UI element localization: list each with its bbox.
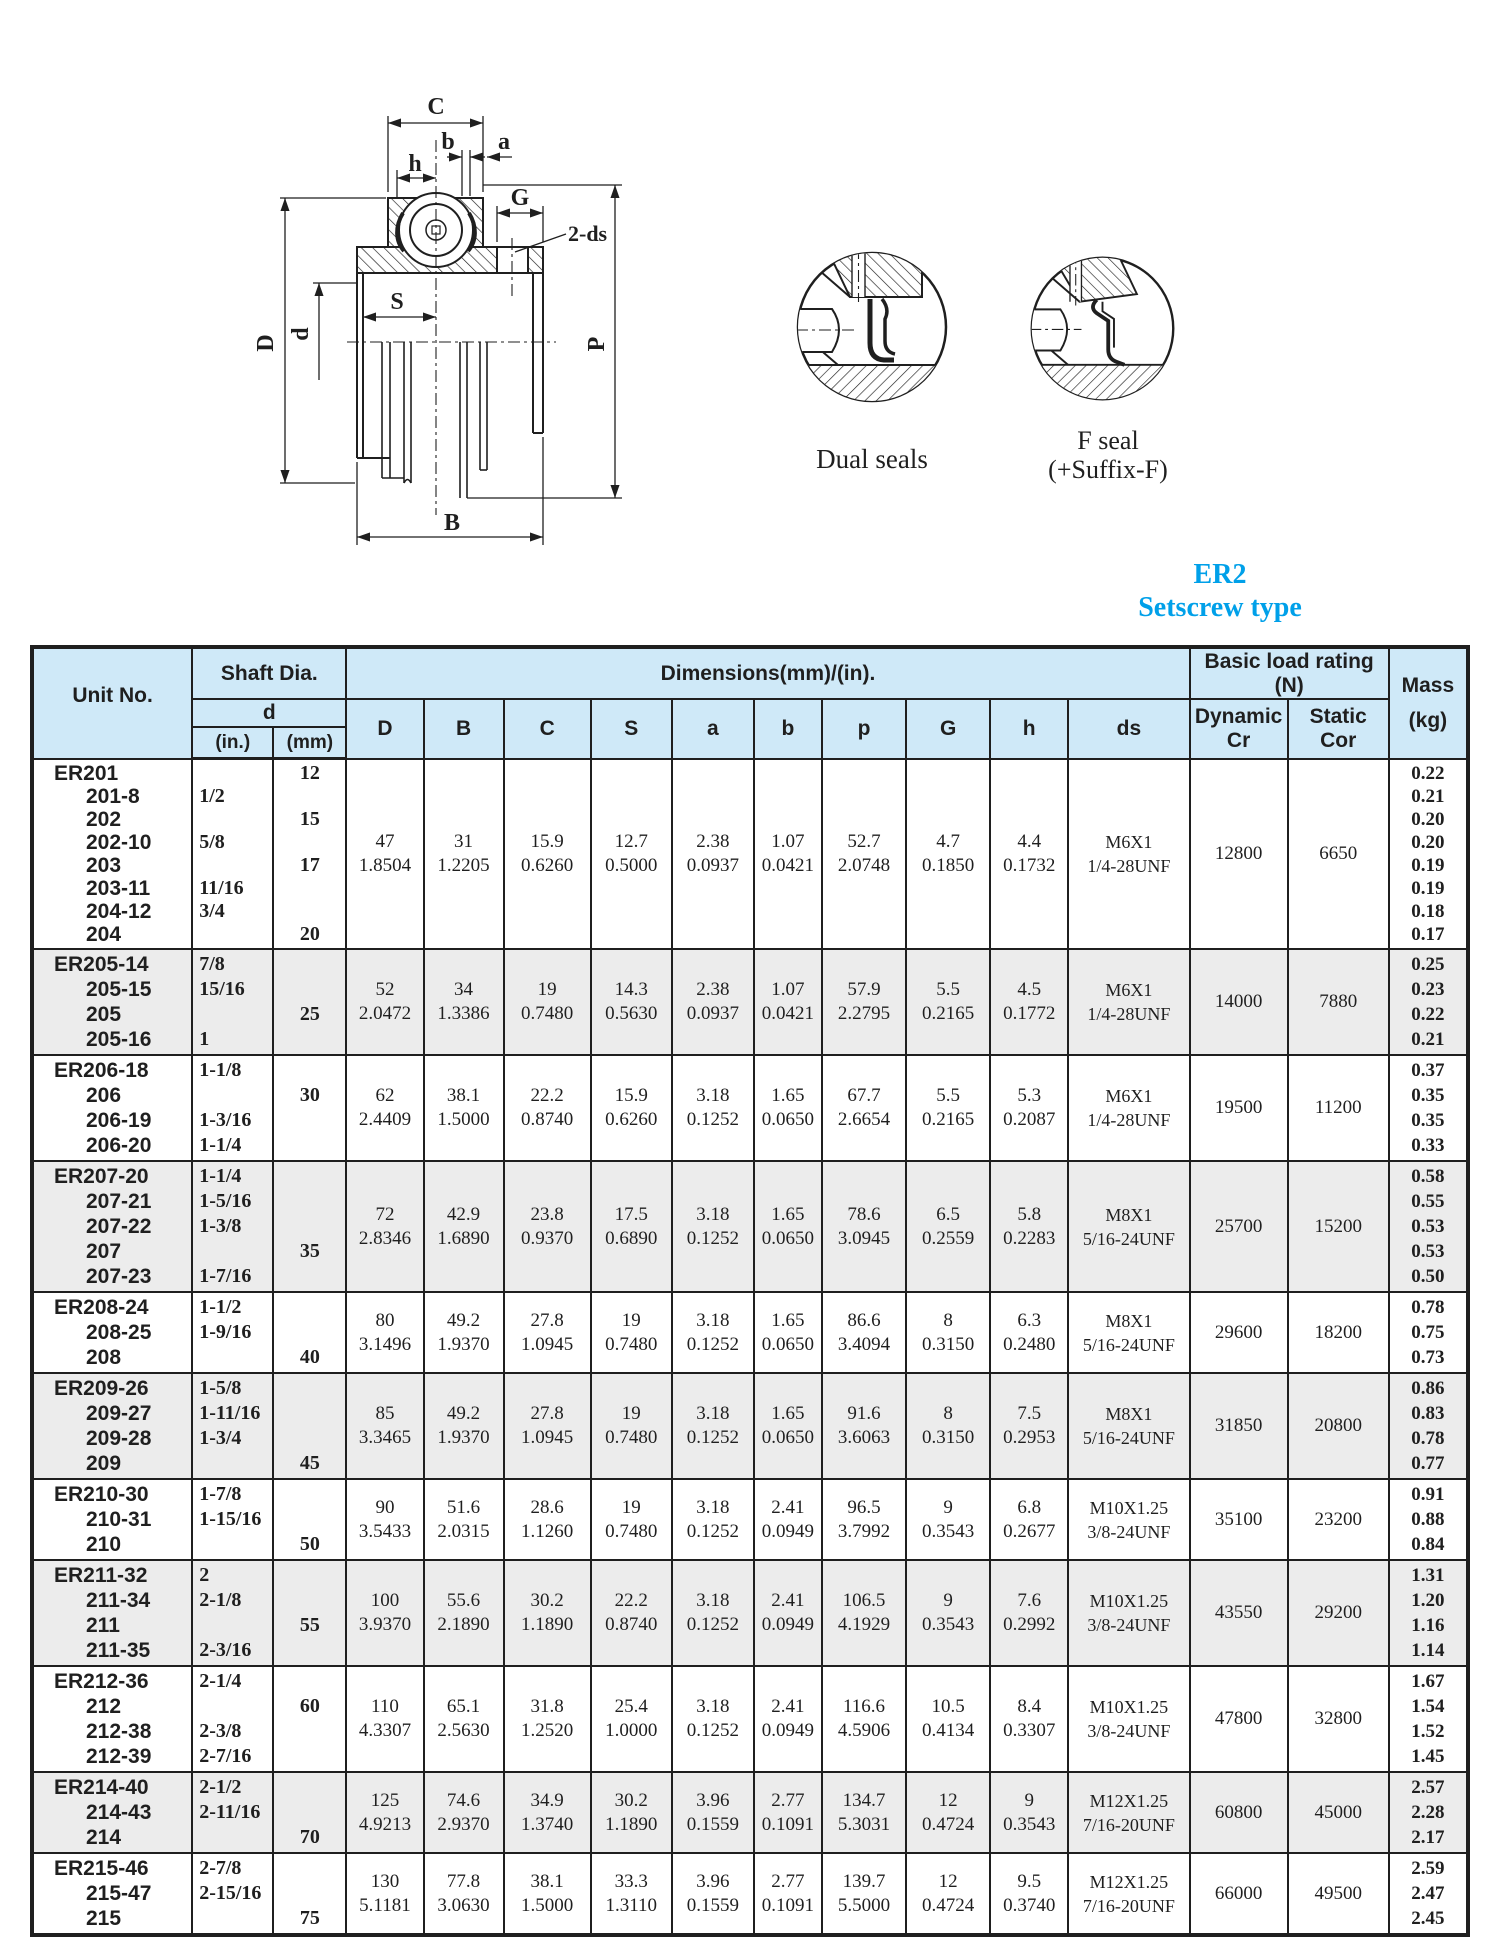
dim-label-a: a (498, 129, 510, 155)
static-cor-cell: 23200 (1288, 1479, 1389, 1560)
dim-label-h: h (408, 151, 422, 177)
dim-d-cell: 85 3.3465 (346, 1373, 423, 1479)
dim-a-cell: 3.96 0.1559 (672, 1772, 754, 1853)
dim-g-cell: 10.5 0.4134 (906, 1666, 990, 1772)
dim-ds-cell: M10X1.25 3/8-24UNF (1068, 1560, 1189, 1666)
dim-ds-cell: M10X1.25 3/8-24UNF (1068, 1479, 1189, 1560)
dynamic-cr-cell: 25700 (1190, 1161, 1288, 1292)
dim-c-cell: 23.8 0.9370 (504, 1161, 591, 1292)
dim-s-cell: 15.9 0.6260 (591, 1055, 672, 1161)
dim-g-cell: 4.7 0.1850 (906, 759, 990, 950)
unit-no-cell: ER207-20 207-21 207-22 207 207-23 (32, 1161, 192, 1292)
dim-h-cell: 9.5 0.3740 (990, 1853, 1068, 1935)
mass-value-cell: 0.37 0.35 0.35 0.33 (1389, 1055, 1468, 1161)
dim-d-cell: 62 2.4409 (346, 1055, 423, 1161)
dim-g-cell: 5.5 0.2165 (906, 949, 990, 1055)
row-group-er209-26 (32, 1373, 1468, 1479)
col-header-dim-B: B (424, 699, 504, 759)
dual-seals-caption: Dual seals (816, 444, 928, 474)
dim-g-cell: 9 0.3543 (906, 1479, 990, 1560)
col-header-mm: (mm) (273, 727, 346, 759)
dimension-labels (253, 94, 610, 536)
row-group-er208-24 (32, 1292, 1468, 1373)
dim-a-cell: 3.18 0.1252 (672, 1666, 754, 1772)
shaft-dia-mm-cell: 50 (273, 1479, 346, 1560)
dim-label-b: b (441, 129, 455, 155)
dim-s-cell: 25.4 1.0000 (591, 1666, 672, 1772)
shaft-dia-mm-cell: 45 (273, 1373, 346, 1479)
dim-a-cell: 3.96 0.1559 (672, 1853, 754, 1935)
row-group-er205-14 (32, 949, 1468, 1055)
shaft-dia-in-cell: 7/8 15/16 1 (192, 949, 273, 1055)
dim-b-cell: 2.41 0.0949 (754, 1479, 822, 1560)
static-cor-cell: 20800 (1288, 1373, 1389, 1479)
static-cor-cell: 49500 (1288, 1853, 1389, 1935)
dim-a-cell: 3.18 0.1252 (672, 1292, 754, 1373)
dim-p-cell: 96.5 3.7992 (822, 1479, 906, 1560)
static-cor-cell: 11200 (1288, 1055, 1389, 1161)
dim-h-cell: 9 0.3543 (990, 1772, 1068, 1853)
dim-c-cell: 30.2 1.1890 (504, 1560, 591, 1666)
dim-s-cell: 33.3 1.3110 (591, 1853, 672, 1935)
col-header-dim-C: C (504, 699, 591, 759)
dim-p-cell: 91.6 3.6063 (822, 1373, 906, 1479)
dim-b-cell: 1.65 0.0650 (754, 1161, 822, 1292)
shaft-dia-mm-cell: 55 (273, 1560, 346, 1666)
f-seal-detail-drawing (1026, 252, 1179, 405)
dim-d-cell: 110 4.3307 (346, 1666, 423, 1772)
dim-ds-cell: M6X1 1/4-28UNF (1068, 949, 1189, 1055)
shaft-dia-mm-cell: 70 (273, 1772, 346, 1853)
unit-no-cell: ER214-40 214-43 214 (32, 1772, 192, 1853)
dim-d-cell: 100 3.9370 (346, 1560, 423, 1666)
dim-d-cell: 52 2.0472 (346, 949, 423, 1055)
dynamic-cr-cell: 31850 (1190, 1373, 1288, 1479)
dim-p-cell: 106.5 4.1929 (822, 1560, 906, 1666)
dynamic-cr-cell: 14000 (1190, 949, 1288, 1055)
mass-value-cell: 0.58 0.55 0.53 0.53 0.50 (1389, 1161, 1468, 1292)
shaft-dia-in-cell: 1/2 5/8 11/16 3/4 (192, 759, 273, 950)
series-heading (1095, 558, 1345, 624)
dim-label-2ds: 2-ds (568, 221, 608, 246)
series-code: ER2 (1193, 559, 1247, 590)
dim-letter-row (32, 699, 1468, 727)
basic-load-rating-label: Basic load rating (1204, 650, 1374, 673)
shaft-dia-in-cell: 2 2-1/8 2-3/16 (192, 1560, 273, 1666)
dim-g-cell: 9 0.3543 (906, 1560, 990, 1666)
dim-d-cell: 47 1.8504 (346, 759, 423, 950)
dim-b-cell: 74.6 2.9370 (424, 1772, 504, 1853)
dim-b-cell: 1.07 0.0421 (754, 949, 822, 1055)
dim-h-cell: 7.5 0.2953 (990, 1373, 1068, 1479)
dynamic-sub-label: Cr (1226, 728, 1251, 752)
dim-p-cell: 52.7 2.0748 (822, 759, 906, 950)
col-header-dim-S: S (591, 699, 672, 759)
dimension-lines (280, 116, 622, 545)
dim-c-cell: 34.9 1.3740 (504, 1772, 591, 1853)
dim-b-cell: 55.6 2.1890 (424, 1560, 504, 1666)
col-header-dim-p: p (822, 699, 906, 759)
dim-ds-cell: M6X1 1/4-28UNF (1068, 1055, 1189, 1161)
dim-ds-cell: M12X1.25 7/16-20UNF (1068, 1772, 1189, 1853)
dim-b-cell: 49.2 1.9370 (424, 1292, 504, 1373)
dim-s-cell: 14.3 0.5630 (591, 949, 672, 1055)
dim-c-cell: 19 0.7480 (504, 949, 591, 1055)
row-group-er210-30 (32, 1479, 1468, 1560)
unit-no-cell: ER209-26 209-27 209-28 209 (32, 1373, 192, 1479)
row-group-er212-36 (32, 1666, 1468, 1772)
dim-c-cell: 15.9 0.6260 (504, 759, 591, 950)
shaft-dia-mm-cell: 40 (273, 1292, 346, 1373)
dim-a-cell: 2.38 0.0937 (672, 949, 754, 1055)
mass-value-cell: 0.86 0.83 0.78 0.77 (1389, 1373, 1468, 1479)
dim-b-cell: 31 1.2205 (424, 759, 504, 950)
shaft-dia-in-cell: 2-1/4 2-3/8 2-7/16 (192, 1666, 273, 1772)
col-header-dim-b: b (754, 699, 822, 759)
dynamic-cr-cell: 19500 (1190, 1055, 1288, 1161)
shaft-dia-mm-cell: 35 (273, 1161, 346, 1292)
dim-s-cell: 12.7 0.5000 (591, 759, 672, 950)
dim-b-cell: 2.77 0.1091 (754, 1772, 822, 1853)
bearing-cross-section-drawing (225, 55, 657, 567)
shaft-dia-mm-cell: 12 15 17 20 (273, 759, 346, 950)
static-cor-cell: 29200 (1288, 1560, 1389, 1666)
f-seal-caption-line1: F seal (1077, 426, 1139, 455)
row-group-er207-20 (32, 1161, 1468, 1292)
bearing-body (357, 193, 543, 498)
dim-a-cell: 3.18 0.1252 (672, 1161, 754, 1292)
dim-p-cell: 134.7 5.3031 (822, 1772, 906, 1853)
table-header (32, 647, 1468, 759)
static-cor-cell: 7880 (1288, 949, 1389, 1055)
col-header-mass (1389, 647, 1468, 759)
static-cor-cell: 6650 (1288, 759, 1389, 950)
dim-label-D: D (253, 334, 279, 352)
dynamic-cr-cell: 60800 (1190, 1772, 1288, 1853)
dim-g-cell: 8 0.3150 (906, 1292, 990, 1373)
dim-h-cell: 6.3 0.2480 (990, 1292, 1068, 1373)
dim-p-cell: 139.7 5.5000 (822, 1853, 906, 1935)
mass-unit: (kg) (1408, 709, 1448, 733)
dim-d-cell: 90 3.5433 (346, 1479, 423, 1560)
dim-a-cell: 2.38 0.0937 (672, 759, 754, 950)
shaft-dia-in-cell: 2-7/8 2-15/16 (192, 1853, 273, 1935)
dim-b-cell: 77.8 3.0630 (424, 1853, 504, 1935)
dim-b-cell: 2.41 0.0949 (754, 1560, 822, 1666)
dynamic-cr-cell: 35100 (1190, 1479, 1288, 1560)
dim-s-cell: 30.2 1.1890 (591, 1772, 672, 1853)
dim-label-S: S (390, 289, 404, 315)
dim-ds-cell: M12X1.25 7/16-20UNF (1068, 1853, 1189, 1935)
dynamic-cr-cell: 43550 (1190, 1560, 1288, 1666)
dim-g-cell: 5.5 0.2165 (906, 1055, 990, 1161)
dim-s-cell: 22.2 0.8740 (591, 1560, 672, 1666)
dim-d-cell: 72 2.8346 (346, 1161, 423, 1292)
static-label: Static (1309, 705, 1367, 729)
dim-p-cell: 57.9 2.2795 (822, 949, 906, 1055)
mass-label: Mass (1401, 673, 1455, 697)
dim-g-cell: 8 0.3150 (906, 1373, 990, 1479)
col-header-d: d (192, 699, 346, 727)
table-body (32, 759, 1468, 1936)
unit-no-cell: ER208-24 208-25 208 (32, 1292, 192, 1373)
dim-b-cell: 65.1 2.5630 (424, 1666, 504, 1772)
dim-b-cell: 1.65 0.0650 (754, 1373, 822, 1479)
col-header-in: (in.) (192, 727, 273, 759)
basic-load-rating-unit: (N) (1274, 673, 1304, 697)
dim-h-cell: 6.8 0.2677 (990, 1479, 1068, 1560)
unit-no-cell: ER211-32 211-34 211 211-35 (32, 1560, 192, 1666)
dim-s-cell: 17.5 0.6890 (591, 1161, 672, 1292)
mass-value-cell: 1.67 1.54 1.52 1.45 (1389, 1666, 1468, 1772)
shaft-dia-in-cell: 2-1/2 2-11/16 (192, 1772, 273, 1853)
dim-c-cell: 38.1 1.5000 (504, 1853, 591, 1935)
dynamic-cr-cell: 66000 (1190, 1853, 1288, 1935)
dim-s-cell: 19 0.7480 (591, 1292, 672, 1373)
shaft-dia-in-cell: 1-1/2 1-9/16 (192, 1292, 273, 1373)
dim-d-cell: 80 3.1496 (346, 1292, 423, 1373)
bearing-spec-table (30, 645, 1470, 1937)
dim-label-G: G (510, 185, 530, 211)
dim-c-cell: 31.8 1.2520 (504, 1666, 591, 1772)
mass-value-cell: 0.91 0.88 0.84 (1389, 1479, 1468, 1560)
shaft-dia-mm-cell: 30 (273, 1055, 346, 1161)
dim-h-cell: 8.4 0.3307 (990, 1666, 1068, 1772)
col-header-dynamic-cr (1190, 699, 1288, 759)
dim-s-cell: 19 0.7480 (591, 1479, 672, 1560)
shaft-dia-in-cell: 1-1/8 1-3/16 1-1/4 (192, 1055, 273, 1161)
dim-label-P: P (584, 336, 610, 352)
dim-b-cell: 2.77 0.1091 (754, 1853, 822, 1935)
dim-g-cell: 12 0.4724 (906, 1772, 990, 1853)
dim-a-cell: 3.18 0.1252 (672, 1560, 754, 1666)
dim-c-cell: 28.6 1.1260 (504, 1479, 591, 1560)
dim-b-cell: 38.1 1.5000 (424, 1055, 504, 1161)
dim-c-cell: 27.8 1.0945 (504, 1373, 591, 1479)
dim-ds-cell: M8X1 5/16-24UNF (1068, 1292, 1189, 1373)
static-cor-cell: 18200 (1288, 1292, 1389, 1373)
dynamic-cr-cell: 12800 (1190, 759, 1288, 950)
col-header-basic-load-rating (1190, 647, 1389, 699)
dim-g-cell: 12 0.4724 (906, 1853, 990, 1935)
dim-h-cell: 5.3 0.2087 (990, 1055, 1068, 1161)
mass-value-cell: 1.31 1.20 1.16 1.14 (1389, 1560, 1468, 1666)
f-seal-caption-line2: (+Suffix-F) (1048, 455, 1168, 484)
dim-h-cell: 4.4 0.1732 (990, 759, 1068, 950)
row-group-er201 (32, 759, 1468, 950)
shaft-dia-in-cell: 1-5/8 1-11/16 1-3/4 (192, 1373, 273, 1479)
unit-no-cell: ER201 201-8 202 202-10 203 203-11 204-12 204 (32, 759, 192, 950)
dual-seals-detail-drawing (792, 247, 952, 407)
dim-h-cell: 7.6 0.2992 (990, 1560, 1068, 1666)
static-sub-label: Cor (1320, 728, 1357, 752)
unit-no-cell: ER210-30 210-31 210 (32, 1479, 192, 1560)
unit-no-cell: ER206-18 206 206-19 206-20 (32, 1055, 192, 1161)
dim-p-cell: 86.6 3.4094 (822, 1292, 906, 1373)
dim-c-cell: 27.8 1.0945 (504, 1292, 591, 1373)
static-cor-cell: 32800 (1288, 1666, 1389, 1772)
col-header-dim-a: a (672, 699, 754, 759)
dim-ds-cell: M10X1.25 3/8-24UNF (1068, 1666, 1189, 1772)
shaft-dia-in-cell: 1-1/4 1-5/16 1-3/8 1-7/16 (192, 1161, 273, 1292)
col-header-dimensions: Dimensions(mm)/(in). (346, 647, 1189, 699)
mass-value-cell: 2.57 2.28 2.17 (1389, 1772, 1468, 1853)
dim-c-cell: 22.2 0.8740 (504, 1055, 591, 1161)
row-group-er215-46 (32, 1853, 1468, 1935)
series-type-label: Setscrew type (1138, 592, 1302, 623)
dim-b-cell: 1.65 0.0650 (754, 1292, 822, 1373)
col-header-dim-ds: ds (1068, 699, 1189, 759)
dim-label-d: d (288, 327, 314, 341)
dim-a-cell: 3.18 0.1252 (672, 1373, 754, 1479)
col-header-static-cor (1288, 699, 1389, 759)
dim-p-cell: 67.7 2.6654 (822, 1055, 906, 1161)
dim-h-cell: 5.8 0.2283 (990, 1161, 1068, 1292)
dim-b-cell: 49.2 1.9370 (424, 1373, 504, 1479)
dim-b-cell: 1.65 0.0650 (754, 1055, 822, 1161)
dim-a-cell: 3.18 0.1252 (672, 1479, 754, 1560)
dynamic-cr-cell: 47800 (1190, 1666, 1288, 1772)
row-group-er211-32 (32, 1560, 1468, 1666)
dynamic-cr-cell: 29600 (1190, 1292, 1288, 1373)
static-cor-cell: 15200 (1288, 1161, 1389, 1292)
unit-no-cell: ER212-36 212 212-38 212-39 (32, 1666, 192, 1772)
unit-no-cell: ER215-46 215-47 215 (32, 1853, 192, 1935)
shaft-dia-in-cell: 1-7/8 1-15/16 (192, 1479, 273, 1560)
dim-d-cell: 130 5.1181 (346, 1853, 423, 1935)
dim-ds-cell: M8X1 5/16-24UNF (1068, 1373, 1189, 1479)
row-group-er206-18 (32, 1055, 1468, 1161)
f-seal-caption (1008, 426, 1208, 484)
dim-p-cell: 78.6 3.0945 (822, 1161, 906, 1292)
col-header-unit-no: Unit No. (32, 647, 192, 759)
mass-value-cell: 0.25 0.23 0.22 0.21 (1389, 949, 1468, 1055)
mass-value-cell: 0.22 0.21 0.20 0.20 0.19 0.19 0.18 0.17 (1389, 759, 1468, 950)
col-header-dim-G: G (906, 699, 990, 759)
dim-b-cell: 1.07 0.0421 (754, 759, 822, 950)
dim-ds-cell: M6X1 1/4-28UNF (1068, 759, 1189, 950)
dim-b-cell: 51.6 2.0315 (424, 1479, 504, 1560)
dynamic-label: Dynamic (1194, 705, 1283, 729)
dim-g-cell: 6.5 0.2559 (906, 1161, 990, 1292)
dim-p-cell: 116.6 4.5906 (822, 1666, 906, 1772)
col-header-shaft-dia: Shaft Dia. (192, 647, 346, 699)
dim-label-B: B (443, 510, 461, 536)
dim-b-cell: 42.9 1.6890 (424, 1161, 504, 1292)
dim-s-cell: 19 0.7480 (591, 1373, 672, 1479)
dim-d-cell: 125 4.9213 (346, 1772, 423, 1853)
shaft-dia-mm-cell: 25 (273, 949, 346, 1055)
dim-ds-cell: M8X1 5/16-24UNF (1068, 1161, 1189, 1292)
dim-h-cell: 4.5 0.1772 (990, 949, 1068, 1055)
row-group-er214-40 (32, 1772, 1468, 1853)
mass-value-cell: 0.78 0.75 0.73 (1389, 1292, 1468, 1373)
mass-value-cell: 2.59 2.47 2.45 (1389, 1853, 1468, 1935)
col-header-dim-h: h (990, 699, 1068, 759)
static-cor-cell: 45000 (1288, 1772, 1389, 1853)
unit-no-cell: ER205-14 205-15 205 205-16 (32, 949, 192, 1055)
dim-a-cell: 3.18 0.1252 (672, 1055, 754, 1161)
dim-b-cell: 34 1.3386 (424, 949, 504, 1055)
col-header-dim-D: D (346, 699, 423, 759)
shaft-dia-mm-cell: 75 (273, 1853, 346, 1935)
dim-label-C: C (427, 94, 445, 120)
shaft-dia-mm-cell: 60 (273, 1666, 346, 1772)
dim-b-cell: 2.41 0.0949 (754, 1666, 822, 1772)
